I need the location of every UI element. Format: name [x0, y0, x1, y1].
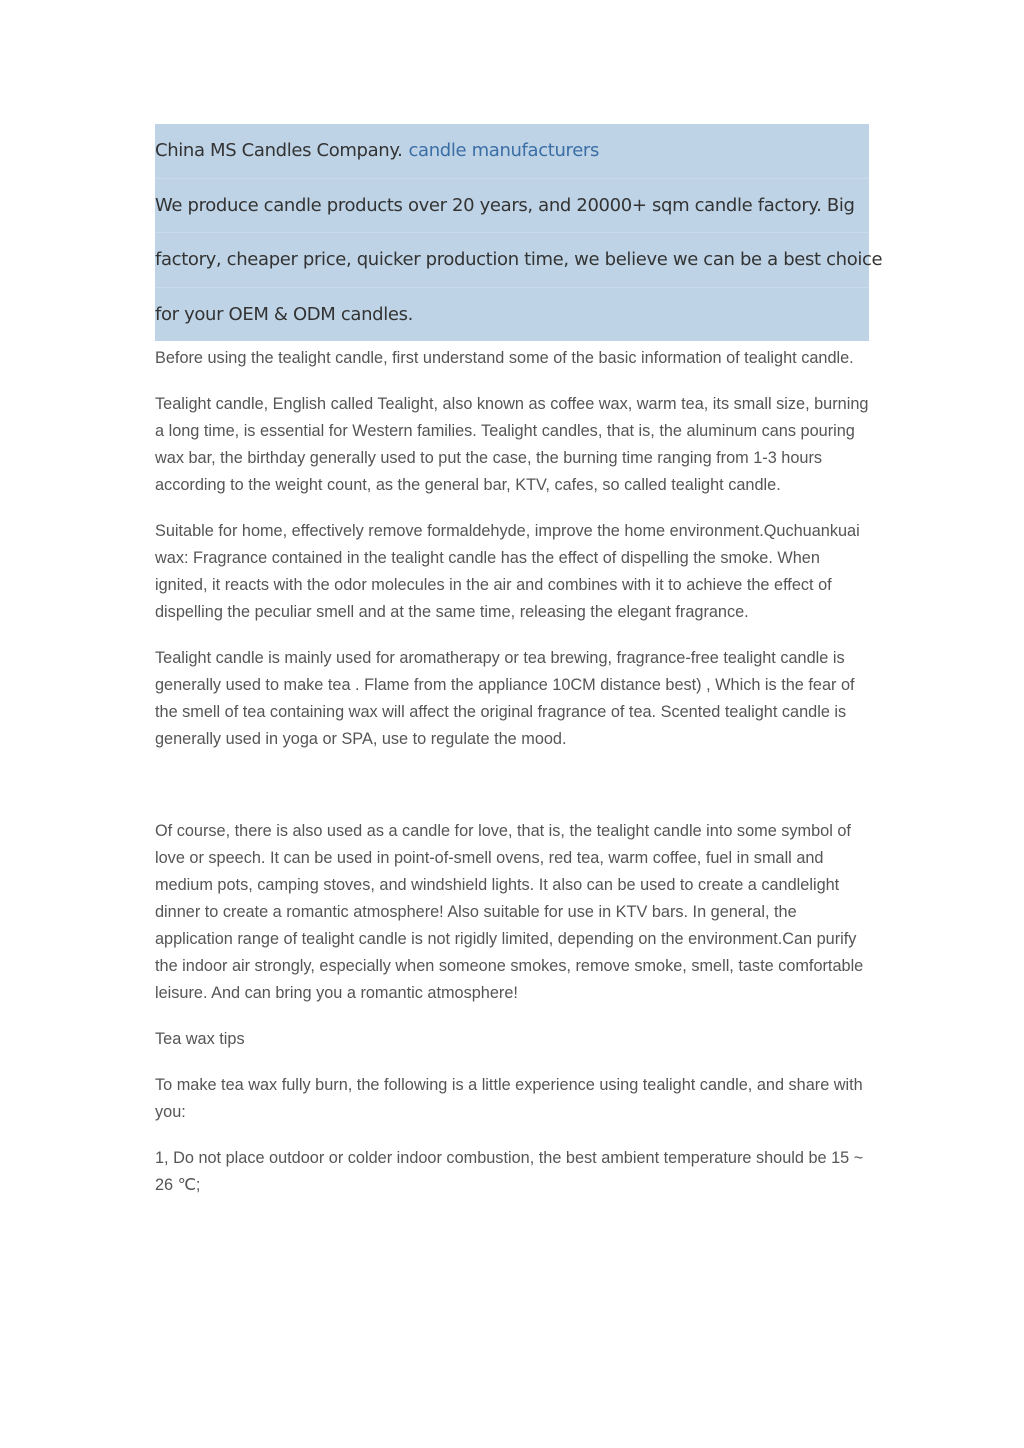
paragraph-aromatherapy: Tealight candle is mainly used for aromatherapy or tea brewing, fragrance-free tealight candle is generally used to make tea . Flame from the appliance 10CM distance best) , Which is the fear of the smell of tea containing wax will affect the original fragrance of tea. Scented tealight candle is generally used in yoga or SPA, use to regulate the mood.: [155, 649, 855, 748]
banner-line: We produce candle products over 20 years, and 20000+ sqm candle factory. Big: [155, 179, 869, 234]
paragraph-definition: Tealight candle, English called Tealight, also known as coffee wax, warm tea, its small size, burning a long time, is essential for Western families. Tealight candles, that is, the aluminum cans pouring wax bar, the birthday generally used to put the case, the burning time ranging from 1-3 hours according to the weight count, as the general bar, KTV, cafes, so called tealight candle.: [155, 395, 869, 494]
paragraph-tips-intro: To make tea wax fully burn, the following is a little experience using tealight candle, and share with you:: [155, 1076, 863, 1121]
candle-manufacturers-link[interactable]: candle manufacturers: [408, 140, 599, 161]
banner-line: factory, cheaper price, quicker production time, we believe we can be a best choice: [155, 233, 869, 288]
banner-line: for your OEM & ODM candles.: [155, 303, 413, 325]
tip-item: 1, Do not place outdoor or colder indoor combustion, the best ambient temperature should be 15 ~ 26 ℃;: [155, 1149, 864, 1194]
paragraph-home-use: Suitable for home, effectively remove formaldehyde, improve the home environment.Quchuankuai wax: Fragrance contained in the tealight candle has the effect of dispelling the smoke. When ignited, it reacts with the odor molecules in the air and combines with it to achieve the effect of dispelling the peculiar smell and at the same time, releasing the elegant fragrance.: [155, 522, 860, 621]
document-page: [155, 124, 883, 1218]
company-name: China MS Candles Company.: [155, 140, 403, 161]
intro-paragraph: Before using the tealight candle, first understand some of the basic information of tealight candle.: [155, 349, 854, 367]
banner-line-company: [155, 124, 869, 179]
section-heading-tips: Tea wax tips: [155, 1030, 245, 1048]
company-banner: [155, 124, 883, 341]
paragraph-spacer: [155, 772, 869, 818]
paragraph-love-candle: Of course, there is also used as a candle for love, that is, the tealight candle into some symbol of love or speech. It can be used in point-of-smell ovens, red tea, warm coffee, fuel in small and medium pots, camping stoves, and windshield lights. It also can be used to create a candlelight dinner to create a romantic atmosphere! Also suitable for use in KTV bars. In general, the application range of tealight candle is not rigidly limited, depending on the environment.Can purify the indoor air strongly, especially when someone smokes, remove smoke, smell, taste comfortable leisure. And can bring you a romantic atmosphere!: [155, 822, 864, 1002]
